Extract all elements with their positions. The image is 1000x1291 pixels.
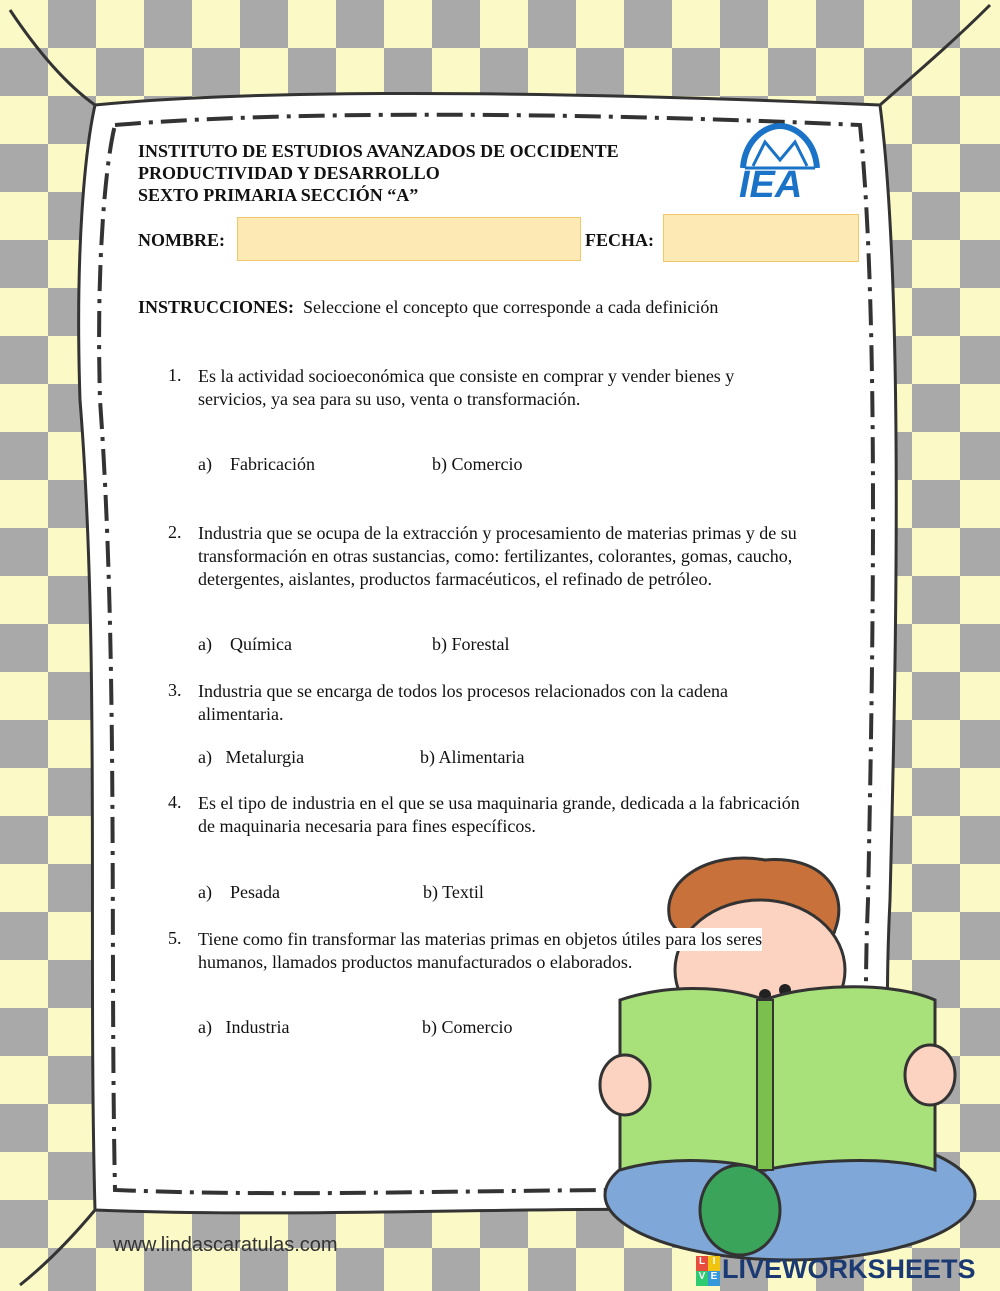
instructions [138,296,718,319]
date-input[interactable] [663,214,859,262]
instructions-text: Seleccione el concepto que corresponde a cada definición [303,297,719,317]
school-name: INSTITUTO DE ESTUDIOS AVANZADOS DE OCCIDENTE [138,141,619,161]
name-input[interactable] [237,217,581,261]
question-5-line-1: Tiene como fin transformar las materias primas en objetos útiles para los seres [198,929,763,949]
question-3-option-b[interactable]: b) Alimentaria [420,747,525,767]
question-5-option-b[interactable]: b) Comercio [422,1017,513,1037]
question-2-line-2: transformación en otras sustancias, como: fertilizantes, colorantes, gomas, caucho, [198,546,793,566]
name-label: NOMBRE: [138,230,225,250]
question-2-option-a[interactable]: a) Química [198,634,292,654]
question-number-4: 4. [168,792,182,812]
question-1-line-2: servicios, ya sea para su uso, venta o transformación. [198,389,581,409]
badge-letter-v: V [696,1271,708,1286]
badge-letter-e: E [708,1271,720,1286]
question-1-option-a[interactable]: a) Fabricación [198,454,315,474]
question-number-5: 5. [168,928,182,948]
question-4-option-b[interactable]: b) Textil [423,882,484,902]
instructions-label: INSTRUCCIONES: [138,297,295,317]
website-credit: www.lindascaratulas.com [113,1234,338,1256]
course-name: PRODUCTIVIDAD Y DESARROLLO [138,163,440,183]
date-label: FECHA: [585,230,654,250]
question-5-line-2: humanos, llamados productos manufacturados o elaborados. [198,952,633,972]
question-number-3: 3. [168,680,182,700]
liveworksheets-badge [696,1256,720,1286]
badge-letter-l: L [696,1256,708,1271]
question-4-option-a[interactable]: a) Pesada [198,882,280,902]
child-reading-illustration [590,850,990,1270]
logo-text: IEA [739,164,803,206]
question-2-line-1: Industria que se ocupa de la extracción y procesamiento de materias primas y de su [198,523,797,543]
question-1-line-1: Es la actividad socioeconómica que consiste en comprar y vender bienes y [198,366,735,386]
liveworksheets-logo[interactable]: LIVEWORKSHEETS [722,1254,976,1284]
question-3-line-1: Industria que se encarga de todos los procesos relacionados con la cadena [198,681,728,701]
question-2-option-b[interactable]: b) Forestal [432,634,510,654]
question-5-option-a[interactable]: a) Industria [198,1017,290,1037]
badge-letter-i: I [708,1256,720,1271]
question-3-line-2: alimentaria. [198,704,284,724]
question-number-1: 1. [168,365,182,385]
question-3-option-a[interactable]: a) Metalurgia [198,747,305,767]
question-4-line-1: Es el tipo de industria en el que se usa maquinaria grande, dedicada a la fabricación [198,793,800,813]
school-logo [735,120,825,210]
question-number-2: 2. [168,522,182,542]
question-4-line-2: de maquinaria necesaria para fines específicos. [198,816,536,836]
question-1-option-b[interactable]: b) Comercio [432,454,523,474]
grade-section: SEXTO PRIMARIA SECCIÓN “A” [138,185,419,205]
question-2-line-3: detergentes, aislantes, productos farmacéuticos, el refinado de petróleo. [198,569,712,589]
